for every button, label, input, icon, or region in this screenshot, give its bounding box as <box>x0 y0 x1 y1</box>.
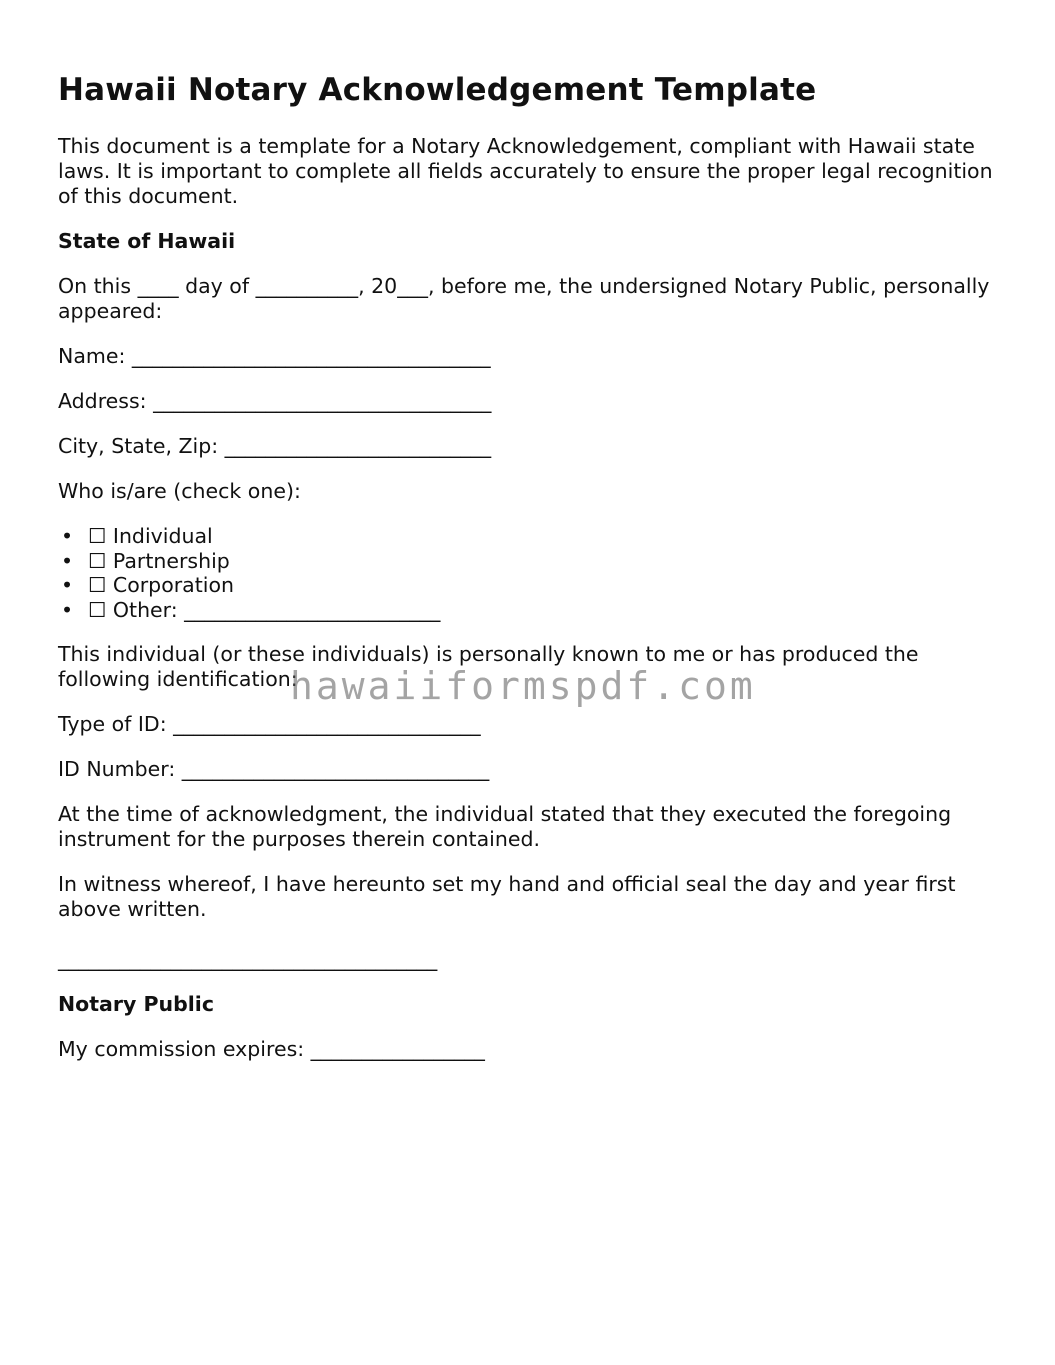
check-one-prompt: Who is/are (check one): <box>58 479 301 503</box>
option-corporation: ☐ Corporation <box>88 573 234 597</box>
address-field: Address: _________________________________ <box>58 389 492 413</box>
document-page <box>58 68 1008 1082</box>
city-state-zip-field: City, State, Zip: __________________________ <box>58 434 492 458</box>
option-partnership: ☐ Partnership <box>88 548 230 573</box>
appearance-paragraph: On this ____ day of __________, 20___, before me, the undersigned Notary Public, personally appeared: <box>58 274 990 323</box>
option-other: ☐ Other: _________________________ <box>88 597 441 622</box>
name-field: Name: ___________________________________ <box>58 344 491 368</box>
list-item-other <box>61 597 1008 623</box>
signature-line: _____________________________________ <box>58 947 438 971</box>
list-item-corporation <box>61 573 1008 598</box>
commission-expires-field: My commission expires: _________________ <box>58 1037 485 1061</box>
intro-paragraph: This document is a template for a Notary Acknowledgement, compliant with Hawaii state laws. It is important to complete all fields accurately to ensure the proper legal recognition of this document. <box>58 134 993 208</box>
statement-paragraph: At the time of acknowledgment, the individual stated that they executed the foregoing instrument for the purposes therein contained. <box>58 802 952 851</box>
id-type-field: Type of ID: ______________________________ <box>58 712 481 736</box>
id-number-field: ID Number: ______________________________ <box>58 757 490 781</box>
bullet-icon: • <box>61 548 74 573</box>
document-title: Hawaii Notary Acknowledgement Template <box>58 72 817 108</box>
identification-paragraph: This individual (or these individuals) is personally known to me or has produced the following identification: <box>58 642 919 691</box>
state-heading: State of Hawaii <box>58 229 236 253</box>
witness-paragraph: In witness whereof, I have hereunto set my hand and official seal the day and year first above written. <box>58 872 956 921</box>
list-item-individual <box>61 524 1008 549</box>
bullet-icon: • <box>61 524 74 548</box>
option-individual: ☐ Individual <box>88 524 213 548</box>
list-item-partnership <box>61 548 1008 574</box>
entity-type-list <box>58 524 1008 622</box>
bullet-icon: • <box>61 573 74 597</box>
bullet-icon: • <box>61 597 74 622</box>
watermark-text: hawaiiformspdf.com <box>290 664 756 708</box>
notary-public-heading: Notary Public <box>58 992 214 1016</box>
